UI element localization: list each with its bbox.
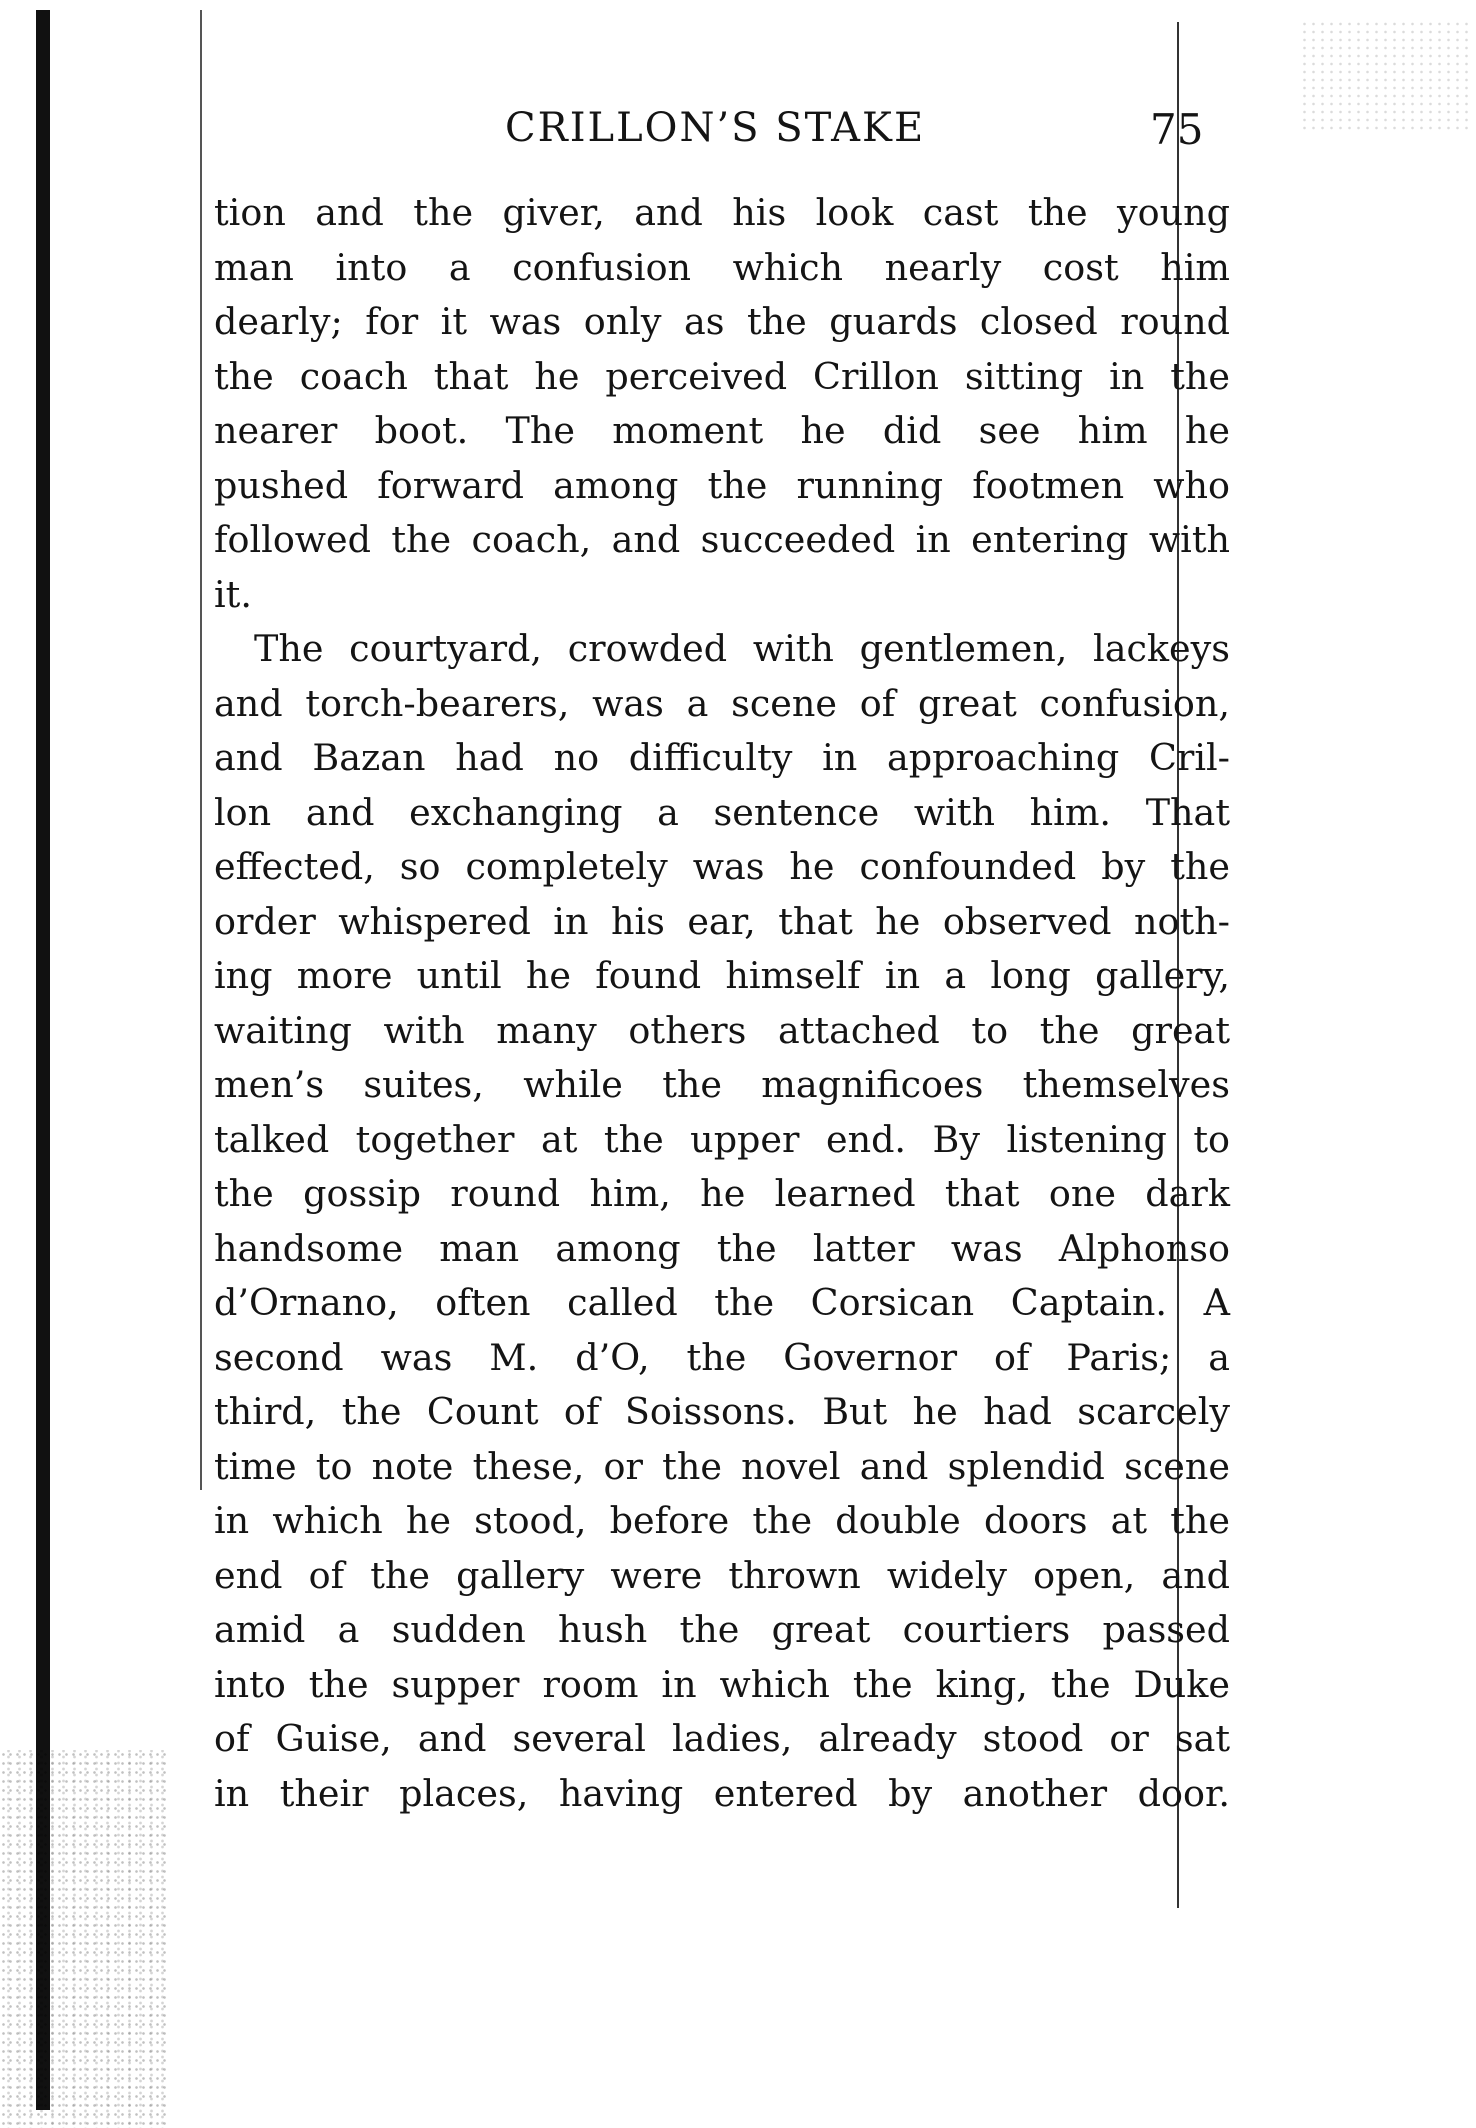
- page-number: 75: [1150, 105, 1204, 154]
- text-line: and torch-bearers, was a scene of great confusion,: [214, 681, 1230, 725]
- text-line: lon and exchanging a sentence with him. That: [214, 790, 1230, 834]
- text-line: end of the gallery were thrown widely open, and: [214, 1553, 1230, 1597]
- text-line: order whispered in his ear, that he observed noth-: [214, 899, 1230, 943]
- text-line: the gossip round him, he learned that one dark: [214, 1172, 1230, 1215]
- text-line: the coach that he perceived Crillon sitting in the: [214, 354, 1230, 398]
- text-line: nearer boot. The moment he did see him he: [214, 409, 1230, 452]
- text-line: ing more until he found himself in a long gallery,: [214, 954, 1230, 997]
- text-line: talked together at the upper end. By listening to: [214, 1117, 1230, 1161]
- text-line: amid a sudden hush the great courtiers passed: [214, 1608, 1230, 1651]
- text-line: of Guise, and several ladies, already stood or sat: [214, 1717, 1230, 1760]
- text-line: and Bazan had no difficulty in approaching Cril-: [214, 736, 1230, 779]
- text-line: tion and the giver, and his look cast the young: [214, 191, 1230, 234]
- text-line: into the supper room in which the king, the Duke: [214, 1662, 1230, 1706]
- text-line: third, the Count of Soissons. But he had scarcely: [214, 1390, 1230, 1433]
- text-line: handsome man among the latter was Alphonso: [214, 1226, 1230, 1270]
- running-head: CRILLON’S STAKE: [505, 105, 926, 151]
- text-line: in which he stood, before the double doors at the: [214, 1499, 1230, 1542]
- text-line: time to note these, or the novel and splendid scene: [214, 1444, 1230, 1488]
- text-line: The courtyard, crowded with gentlemen, lackeys: [254, 627, 1230, 670]
- text-line: pushed forward among the running footmen who: [214, 463, 1230, 507]
- scan-noise: [0, 1750, 170, 2128]
- margin-rule-left: [200, 10, 202, 1490]
- text-line: followed the coach, and succeeded in entering with: [214, 518, 1230, 561]
- text-line: it.: [214, 572, 252, 616]
- text-line: d’Ornano, often called the Corsican Captain. A: [214, 1281, 1230, 1324]
- body-text: [214, 186, 1230, 1821]
- text-line: second was M. d’O, the Governor of Paris; a: [214, 1335, 1230, 1379]
- scan-noise-top: [1300, 20, 1470, 130]
- text-line: effected, so completely was he confounded by the: [214, 845, 1230, 888]
- text-line: in their places, having entered by another door.: [214, 1771, 1230, 1815]
- text-line: men’s suites, while the magnificoes themselves: [214, 1063, 1230, 1106]
- text-line: waiting with many others attached to the great: [214, 1008, 1230, 1052]
- text-line: man into a confusion which nearly cost him: [214, 245, 1230, 289]
- text-line: dearly; for it was only as the guards closed round: [214, 300, 1230, 343]
